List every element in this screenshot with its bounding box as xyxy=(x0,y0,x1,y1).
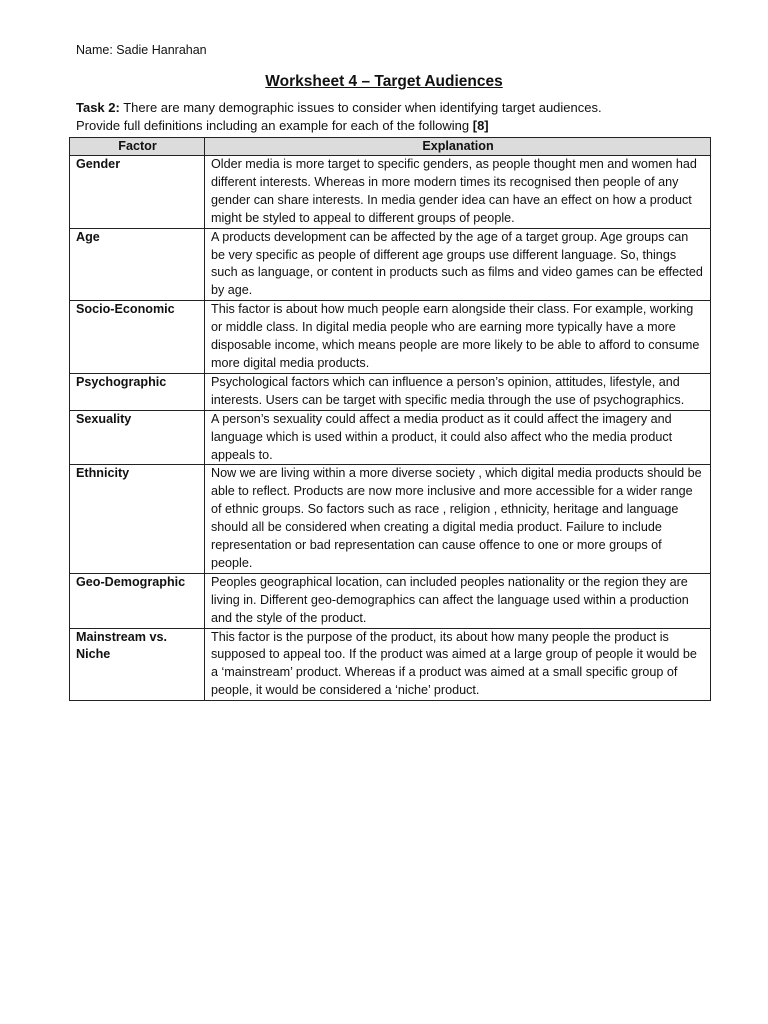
student-name: Name: Sadie Hanrahan xyxy=(76,43,207,57)
task-marks: [8] xyxy=(472,118,489,133)
task-requirement: Provide full definitions including an example for each of the following xyxy=(76,118,473,133)
table-row xyxy=(70,628,711,701)
explanation-cell: A person’s sexuality could affect a media product as it could affect the imagery and language which is used within a product, it could also affect who the media product appeals to. xyxy=(205,410,711,465)
explanation-cell: Psychological factors which can influence a person’s opinion, attitudes, lifestyle, and interests. Users can be target with specific media through the use of psychographics. xyxy=(205,373,711,410)
factor-cell: Psychographic xyxy=(70,373,205,410)
table-row xyxy=(70,373,711,410)
worksheet-title: Worksheet 4 – Target Audiences xyxy=(265,73,503,90)
table-row xyxy=(70,410,711,465)
factor-cell: Geo-Demographic xyxy=(70,573,205,628)
task-line-1 xyxy=(76,99,602,117)
factor-cell: Age xyxy=(70,228,205,301)
task-line-2 xyxy=(76,117,602,135)
task-description: There are many demographic issues to consider when identifying target audiences. xyxy=(119,100,602,115)
column-header-factor: Factor xyxy=(70,138,205,156)
explanation-cell: A products development can be affected by the age of a target group. Age groups can be very specific as people of different age groups use different language. So, things such as language, or content in products such as films and video games can be effected by age. xyxy=(205,228,711,301)
explanation-cell: This factor is about how much people earn alongside their class. For example, working or middle class. In digital media people who are earning more typically have a more disposable income, which means people are more likely to be able to afford to consume more digital media products. xyxy=(205,301,711,374)
table-row xyxy=(70,573,711,628)
table-row xyxy=(70,301,711,374)
explanation-cell: This factor is the purpose of the product, its about how many people the product is supposed to appeal too. If the product was aimed at a large group of people it would be a ‘mainstream’ product. Whereas if a product was aimed at a small specific group of people, it would be considered a ‘niche’ product. xyxy=(205,628,711,701)
factor-cell: Sexuality xyxy=(70,410,205,465)
explanation-cell: Peoples geographical location, can included peoples nationality or the region they are living in. Different geo-demographics can affect the language used within a production and the style of the product. xyxy=(205,573,711,628)
explanation-cell: Older media is more target to specific genders, as people thought men and women had different interests. Whereas in more modern times its recognised then people of any gender can share interests. In media gender idea can have an effect on how a product might be styled to appeal to different groups of people. xyxy=(205,156,711,229)
factor-cell: Ethnicity xyxy=(70,465,205,573)
factor-cell: Mainstream vs. Niche xyxy=(70,628,205,701)
table-row xyxy=(70,465,711,573)
column-header-explanation: Explanation xyxy=(205,138,711,156)
factor-cell: Socio-Economic xyxy=(70,301,205,374)
task-instructions xyxy=(76,99,602,135)
explanation-cell: Now we are living within a more diverse society , which digital media products should be able to reflect. Products are now more inclusive and more accessible for a wider range of ethnic groups. So factors such as race , religion , ethnicity, heritage and language should all be considered when creating a digital media product. Failure to include representation or bad representation can cause offence to one or more groups of people. xyxy=(205,465,711,573)
table-row xyxy=(70,228,711,301)
factor-cell: Gender xyxy=(70,156,205,229)
factors-table xyxy=(69,137,711,701)
table-row xyxy=(70,156,711,229)
table-header-row xyxy=(70,138,711,156)
task-label: Task 2: xyxy=(76,100,120,115)
